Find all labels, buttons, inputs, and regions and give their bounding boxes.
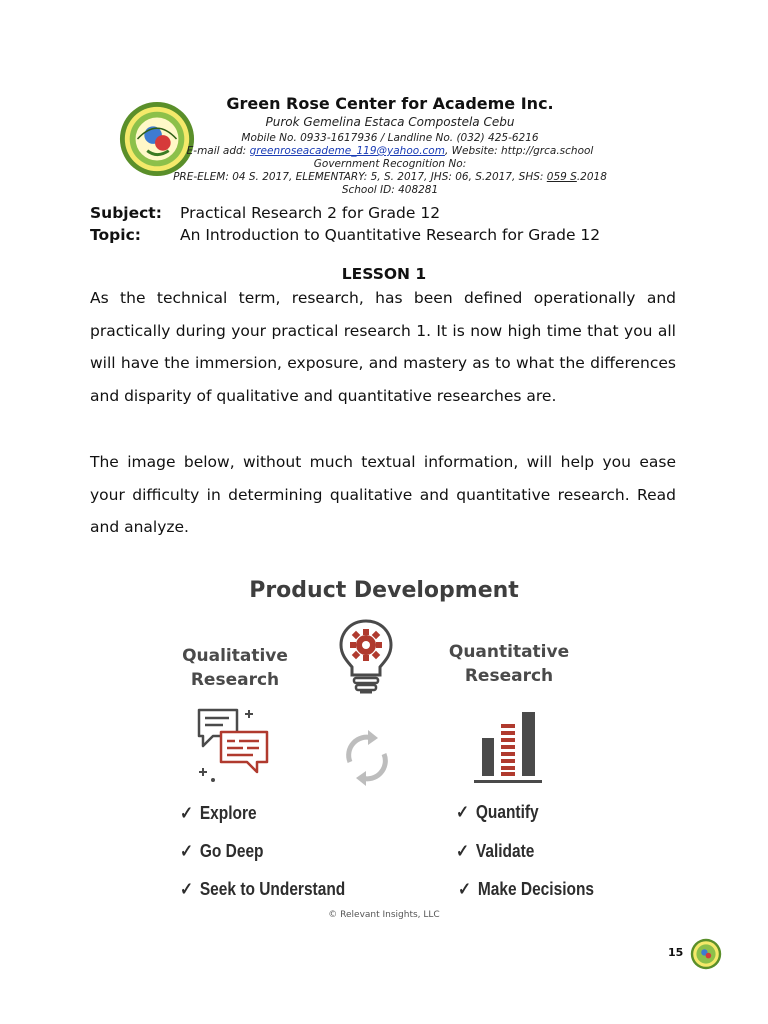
quantitative-heading-line1: Quantitative xyxy=(448,642,570,662)
government-recognition-label: Government Recognition No: xyxy=(313,158,467,170)
qualitative-item-seek-to-understand: ✓ Seek to Understand xyxy=(180,879,346,899)
image-instructions-paragraph: The image below, without much textual information, will help you ease your difficulty in determining qualitative and quantitative research. Read and analyze. xyxy=(90,453,676,536)
subject-value: Practical Research 2 for Grade 12 xyxy=(180,204,441,222)
email-link[interactable]: greenroseacademe_119@yahoo.com xyxy=(249,145,445,157)
email-website-line xyxy=(170,145,610,158)
contact-numbers: Mobile No. 0933-1617936 / Landline No. (032) 425-6216 xyxy=(241,132,539,144)
school-name: Green Rose Center for Academe Inc. xyxy=(226,94,554,113)
check-icon: ✓ xyxy=(458,879,471,899)
recognition-numbers xyxy=(170,171,610,184)
infographic-copyright: © Relevant Insights, LLC xyxy=(328,910,440,920)
qualitative-item-go-deep: ✓ Go Deep xyxy=(180,841,264,861)
qualitative-heading-line2: Research xyxy=(190,670,280,690)
check-icon: ✓ xyxy=(180,879,193,899)
school-id: School ID: 408281 xyxy=(341,184,439,196)
qualitative-heading-line1: Qualitative xyxy=(182,646,288,666)
subject-label: Subject: xyxy=(90,204,162,222)
infographic-title: Product Development xyxy=(249,578,519,603)
check-icon: ✓ xyxy=(180,803,193,823)
refresh-cycle-icon xyxy=(342,728,392,788)
quantitative-heading-line2: Research xyxy=(464,666,554,686)
quantitative-heading xyxy=(434,640,584,688)
recognition-shs-number: 059 S xyxy=(546,171,577,183)
topic-label: Topic: xyxy=(90,226,141,244)
qualitative-heading xyxy=(160,644,310,692)
page-number: 15 xyxy=(668,946,684,959)
topic-value: An Introduction to Quantitative Research for Grade 12 xyxy=(180,226,601,244)
website-text: , Website: http://grca.school xyxy=(444,145,594,157)
chat-bubbles-icon xyxy=(193,706,273,786)
check-icon: ✓ xyxy=(456,802,469,822)
quantitative-item-validate: ✓ Validate xyxy=(456,841,535,861)
recognition-prefix: PRE-ELEM: 04 S. 2017, ELEMENTARY: 5, S. 2017, JHS: 06, S.2017, SHS: xyxy=(173,171,547,183)
check-icon: ✓ xyxy=(180,841,193,861)
school-address: Purok Gemelina Estaca Compostela Cebu xyxy=(265,115,515,129)
lesson-title: LESSON 1 xyxy=(341,265,427,283)
bar-chart-icon xyxy=(470,706,550,786)
intro-paragraph: As the technical term, research, has been defined operationally and practically during your practical research 1. It is now high time that you all will have the immersion, exposure, and mastery as to what the differences and disparity of qualitative and quantitative researches are. xyxy=(90,289,676,405)
lightbulb-gear-icon xyxy=(336,617,396,697)
check-icon: ✓ xyxy=(456,841,469,861)
qualitative-item-explore: ✓ Explore xyxy=(180,803,257,823)
recognition-suffix: .2018 xyxy=(576,171,607,183)
quantitative-item-make-decisions: ✓ Make Decisions xyxy=(458,879,595,899)
email-label: E-mail add: xyxy=(186,145,250,157)
footer-school-logo xyxy=(690,938,722,970)
quantitative-item-quantify: ✓ Quantify xyxy=(456,802,539,822)
